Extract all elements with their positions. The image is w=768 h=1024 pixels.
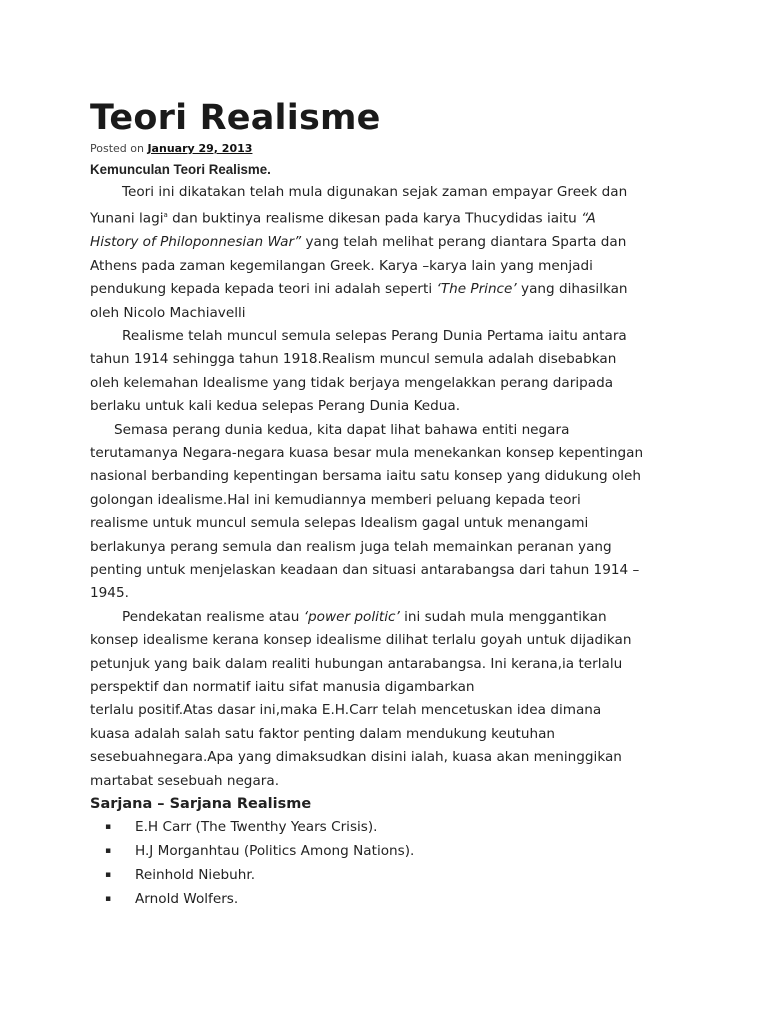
paragraph-line: Realisme telah muncul semula selepas Perang Dunia Pertama iaitu antara [122,327,627,344]
list-item-text: Reinhold Niebuhr. [135,867,256,884]
paragraph-line: konsep idealisme kerana konsep idealisme dilihat terlalu goyah untuk dijadikan [90,632,632,649]
text-run: yang dihasilkan [516,281,628,298]
paragraph-line: martabat sesebuah negara. [90,772,280,789]
paragraph-3 [90,419,690,606]
bullet-icon: ▪ [105,870,112,881]
posted-date-link[interactable]: January 29, 2013 [147,142,253,155]
superscript: a [163,211,168,220]
paragraph-line: Athens pada zaman kegemilangan Greek. Karya –karya lain yang menjadi [90,257,593,274]
post-meta [90,142,690,156]
paragraph-line: golongan idealisme.Hal ini kemudiannya memberi peluang kepada teori [90,491,581,508]
paragraph-line: 1945. [90,585,129,602]
paragraph-line: Semasa perang dunia kedua, kita dapat lihat bahawa entiti negara [114,421,570,438]
list-item-text: Arnold Wolfers. [135,891,239,908]
paragraph-line: oleh Nicolo Machiavelli [90,304,246,321]
list-item [90,887,690,911]
bullet-icon: ▪ [105,822,112,833]
paragraph-line [90,204,690,231]
paragraph-line: sesebuahnegara.Apa yang dimaksudkan disini ialah, kuasa akan meninggikan [90,749,622,766]
paragraph-line: terlalu positif.Atas dasar ini,maka E.H.Carr telah mencetuskan idea dimana [90,702,602,719]
paragraph-line: berlakunya perang semula dan realism juga telah memainkan peranan yang [90,538,612,555]
paragraph-line [90,278,690,301]
page-title: Teori Realisme [90,98,381,138]
paragraph-line: berlaku untuk kali kedua selepas Perang Dunia Kedua. [90,398,461,415]
paragraph-line: nasional berbanding kepentingan bersama iaitu satu konsep yang didukung oleh [90,468,641,485]
list-item [90,839,690,863]
paragraph-line: oleh kelemahan Idealisme yang tidak berjaya mengelakkan perang daripada [90,374,614,391]
italic-run: ‘The Prince’ [436,281,517,298]
document-page [90,96,690,911]
subheading: Kemunculan Teori Realisme. [90,161,271,177]
paragraph-line: tahun 1914 sehingga tahun 1918.Realism muncul semula adalah disebabkan [90,351,617,368]
paragraph-line: kuasa adalah salah satu faktor penting dalam mendukung keutuhan [90,725,556,742]
text-run: yang telah melihat perang diantara Sparta dan [301,234,627,251]
paragraph-line: perspektif dan normatif iaitu sifat manusia digambarkan [90,679,475,696]
paragraph-line: realisme untuk muncul semula selepas Idealism gagal untuk menangami [90,515,589,532]
list-item [90,863,690,887]
paragraph-line [90,606,690,629]
list-item-text: H.J Morganhtau (Politics Among Nations). [135,843,415,860]
paragraph-2 [90,325,690,419]
paragraph-line: Teori ini dikatakan telah mula digunakan sejak zaman empayar Greek dan [122,184,628,200]
text-run: Yunani lagi [90,210,164,227]
italic-run: “A [581,210,596,227]
bullet-icon: ▪ [105,846,112,857]
italic-run: History of Philoponnesian War” [90,234,302,251]
paragraph-1 [90,181,690,325]
bullet-icon: ▪ [105,894,112,905]
text-run: dan buktinya realisme dikesan pada karya Thucydidas iaitu [167,210,582,227]
paragraph-line: terutamanya Negara-negara kuasa besar mula menekankan konsep kepentingan [90,445,644,461]
list-item [90,815,690,839]
scholar-list [90,815,690,911]
text-run: ini sudah mula menggantikan [399,608,607,625]
italic-run: ‘power politic’ [303,608,400,625]
posted-label: Posted on [90,142,144,155]
paragraph-line [90,231,690,254]
text-run: pendukung kepada kepada teori ini adalah seperti [90,281,437,298]
paragraph-line: petunjuk yang baik dalam realiti hubungan antarabangsa. Ini kerana,ia terlalu [90,655,623,672]
text-run: Pendekatan realisme atau [122,608,304,625]
list-item-text: E.H Carr (The Twenthy Years Crisis). [135,819,378,836]
section-heading: Sarjana – Sarjana Realisme [90,796,312,813]
paragraph-line: penting untuk menjelaskan keadaan dan situasi antarabangsa dari tahun 1914 – [90,562,640,579]
paragraph-4 [90,606,690,793]
